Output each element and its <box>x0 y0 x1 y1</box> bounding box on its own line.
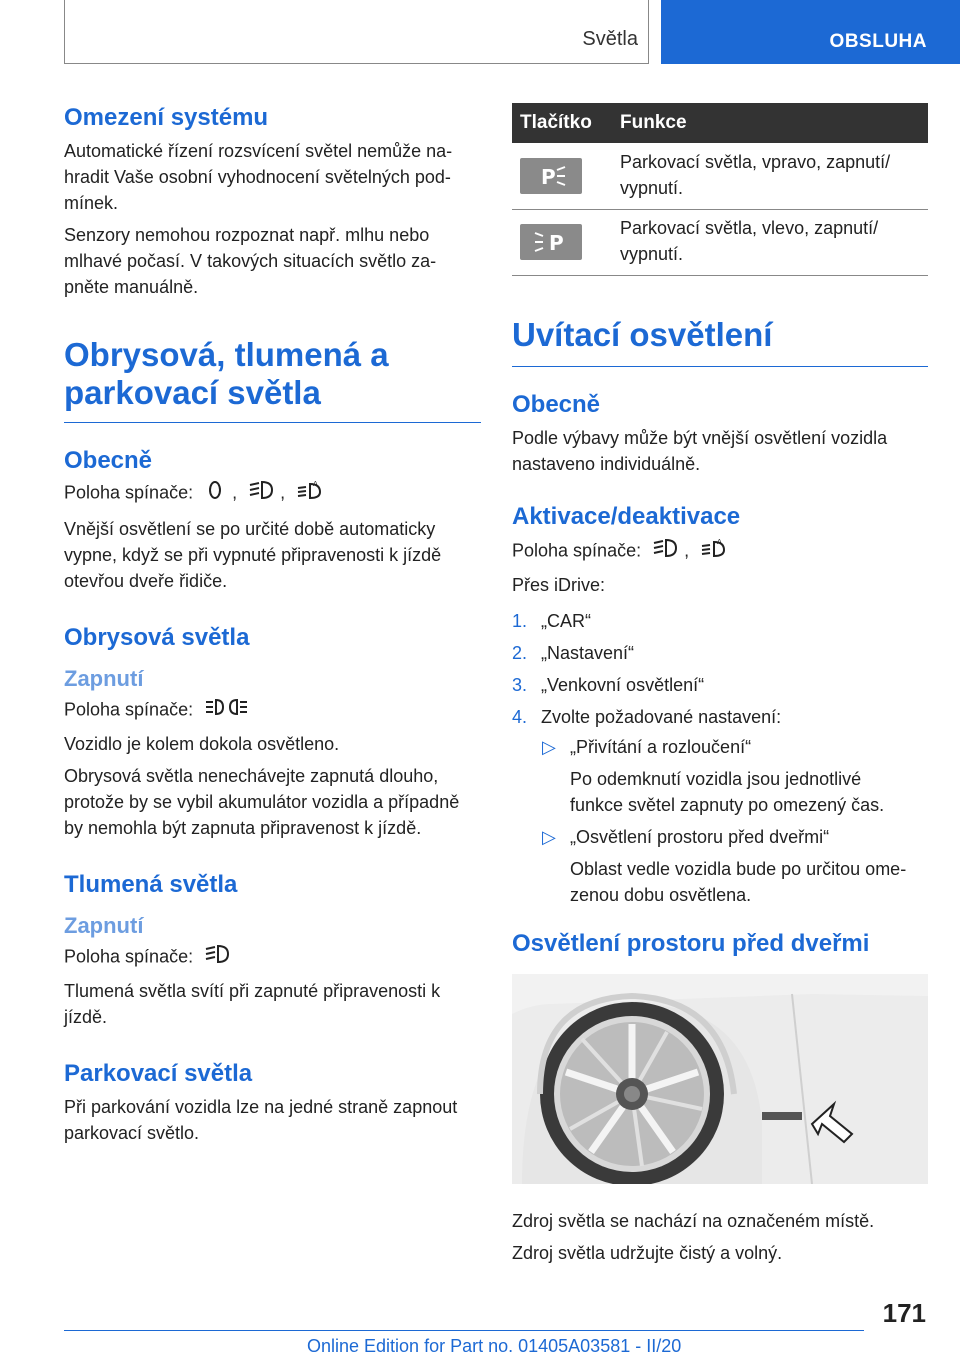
table-header-row <box>512 103 928 143</box>
list-item: 1. <box>512 610 528 631</box>
text-line: otevřou dveře řidiče. <box>64 571 228 591</box>
button-function-table <box>512 103 928 276</box>
heading-tlumena: Tlumená světla <box>64 871 238 898</box>
table-cell-text: vypnutí. <box>620 244 684 264</box>
sub-item-title: „Osvětlení prostoru před dveřmi“ <box>570 826 830 847</box>
separator: , <box>684 539 690 560</box>
separator: , <box>232 482 238 503</box>
heading-parkovaci: Parkovací světla <box>64 1060 253 1087</box>
heading-zapnuti: Zapnutí <box>64 666 144 691</box>
header-frame <box>64 0 649 64</box>
text-line: Vozidlo je kolem dokola osvětleno. <box>64 734 340 754</box>
sub-item-text: Po odemknutí vozidla jsou jednotlivé <box>570 768 862 789</box>
text-line: by nemohla být zapnuta připravenost k jízdě. <box>64 818 422 838</box>
parking-right-button-image <box>520 158 582 194</box>
list-item: 4. <box>512 706 528 727</box>
text-line: Zdroj světla se nachází na označeném místě. <box>512 1210 875 1231</box>
footer-rule <box>64 1330 864 1331</box>
sub-item-text: Oblast vedle vozidla bude po určitou ome- <box>570 858 907 879</box>
text-line: protože by se vybil akumulátor vozidla a případně <box>64 792 460 812</box>
text-line: Při parkování vozidla lze na jedné straně zapnout <box>64 1097 458 1117</box>
section-rule <box>512 366 928 367</box>
table-header-cell: Funkce <box>620 112 687 133</box>
page-number: 171 <box>882 1298 926 1328</box>
low-beam-icon <box>248 479 274 508</box>
svg-text:P: P <box>549 231 564 255</box>
svg-text:A: A <box>717 537 722 546</box>
table-cell-text: Parkovací světla, vpravo, zapnutí/ <box>620 151 891 172</box>
switch-position-line <box>64 479 481 508</box>
heading-obrysova: Obrysová světla <box>64 624 250 651</box>
text-line: Přes iDrive: <box>512 574 606 595</box>
list-item-text: Zvolte požadované nastavení: <box>541 706 782 727</box>
text-line: Podle výbavy může být vnější osvětlení vozidla <box>512 427 888 448</box>
text-line: mínek. <box>64 193 119 213</box>
sub-item-text: zenou dobu osvětlena. <box>570 884 752 905</box>
table-cell-text: vypnutí. <box>620 177 684 198</box>
heading-omezeni: Omezení systému <box>64 104 269 131</box>
edition-line: Online Edition for Part no. 01405A03581 - II/20 <box>307 1336 682 1356</box>
sub-item-text: funkce světel zapnuty po omezený čas. <box>570 794 885 815</box>
heading-obecne: Obecně <box>64 447 153 474</box>
switch-position-label: Poloha spínače: <box>64 482 194 503</box>
switch-position-line <box>64 943 481 972</box>
low-beam-icon <box>204 943 230 972</box>
table-cell-text: Parkovací světla, vlevo, zapnutí/ <box>620 218 879 238</box>
bullet-triangle-icon: ▷ <box>542 826 556 847</box>
heading-prostor: Osvětlení prostoru před dveřmi <box>512 929 870 957</box>
text-line: Senzory nemohou rozpoznat např. mlhu nebo <box>64 225 430 245</box>
switch-position-label: Poloha spínače: <box>512 539 642 560</box>
list-item-text: „Venkovní osvětlení“ <box>541 674 705 695</box>
text-line: Vnější osvětlení se po určité době automaticky <box>64 519 436 539</box>
car-wheel-illustration <box>512 974 928 1184</box>
list-item: 3. <box>512 674 528 695</box>
low-beam-icon <box>652 537 678 566</box>
heading-aktivace: Aktivace/deaktivace <box>512 502 741 530</box>
text-line: jízdě. <box>64 1007 108 1027</box>
right-column <box>512 103 928 1266</box>
table-header-cell: Tlačítko <box>520 112 592 133</box>
text-line: Automatické řízení rozsvícení světel nemůže na- <box>64 141 453 161</box>
auto-headlight-icon <box>296 479 322 508</box>
heading-obrysova-tlumena: Obrysová, tlumená a <box>64 336 389 373</box>
list-item: 2. <box>512 642 528 663</box>
table-row <box>512 143 928 209</box>
sub-item-title: „Přivítání a rozloučení“ <box>570 736 752 757</box>
heading-obrysova-tlumena-cont: parkovací světla <box>64 374 321 411</box>
text-line: hradit Vaše osobní vyhodnocení světelných pod- <box>64 167 451 187</box>
header-section-title: Světla <box>582 28 638 50</box>
section-rule <box>64 422 481 423</box>
text-line: Zdroj světla udržujte čistý a volný. <box>512 1242 783 1263</box>
auto-light-off-icon <box>204 479 226 508</box>
list-item-text: „Nastavení“ <box>541 642 635 663</box>
separator: , <box>280 482 286 503</box>
list-item-text: „CAR“ <box>541 610 591 631</box>
text-line: pněte manuálně. <box>64 277 199 297</box>
svg-text:A: A <box>313 480 318 488</box>
svg-text:P: P <box>541 164 556 189</box>
parking-left-button-image <box>520 224 582 260</box>
switch-position-label: Poloha spínače: <box>64 946 194 967</box>
heading-uvitaci: Uvítací osvětlení <box>512 315 773 353</box>
bullet-triangle-icon: ▷ <box>542 736 556 757</box>
auto-headlight-icon <box>700 537 726 566</box>
steps-list <box>512 608 928 908</box>
text-line: nastaveno individuálně. <box>512 453 701 474</box>
text-line: Obrysová světla nenechávejte zapnutá dlouho, <box>64 766 439 786</box>
text-line: parkovací světlo. <box>64 1123 200 1143</box>
text-line: mlhavé počasí. V takových situacích světlo za- <box>64 251 437 271</box>
heading-obecne-right: Obecně <box>512 390 601 418</box>
parking-light-icon <box>204 696 250 725</box>
text-line: Tlumená světla svítí při zapnuté připravenosti k <box>64 981 441 1001</box>
switch-position-line <box>64 696 481 725</box>
left-column <box>64 104 481 1146</box>
table-row <box>512 209 928 275</box>
text-line: vypne, když se při vypnuté připravenosti k jízdě <box>64 545 442 565</box>
heading-zapnuti-2: Zapnutí <box>64 913 144 938</box>
header-chapter-tab: OBSLUHA <box>661 0 960 64</box>
switch-position-label: Poloha spínače: <box>64 699 194 720</box>
switch-position-line <box>512 537 928 566</box>
